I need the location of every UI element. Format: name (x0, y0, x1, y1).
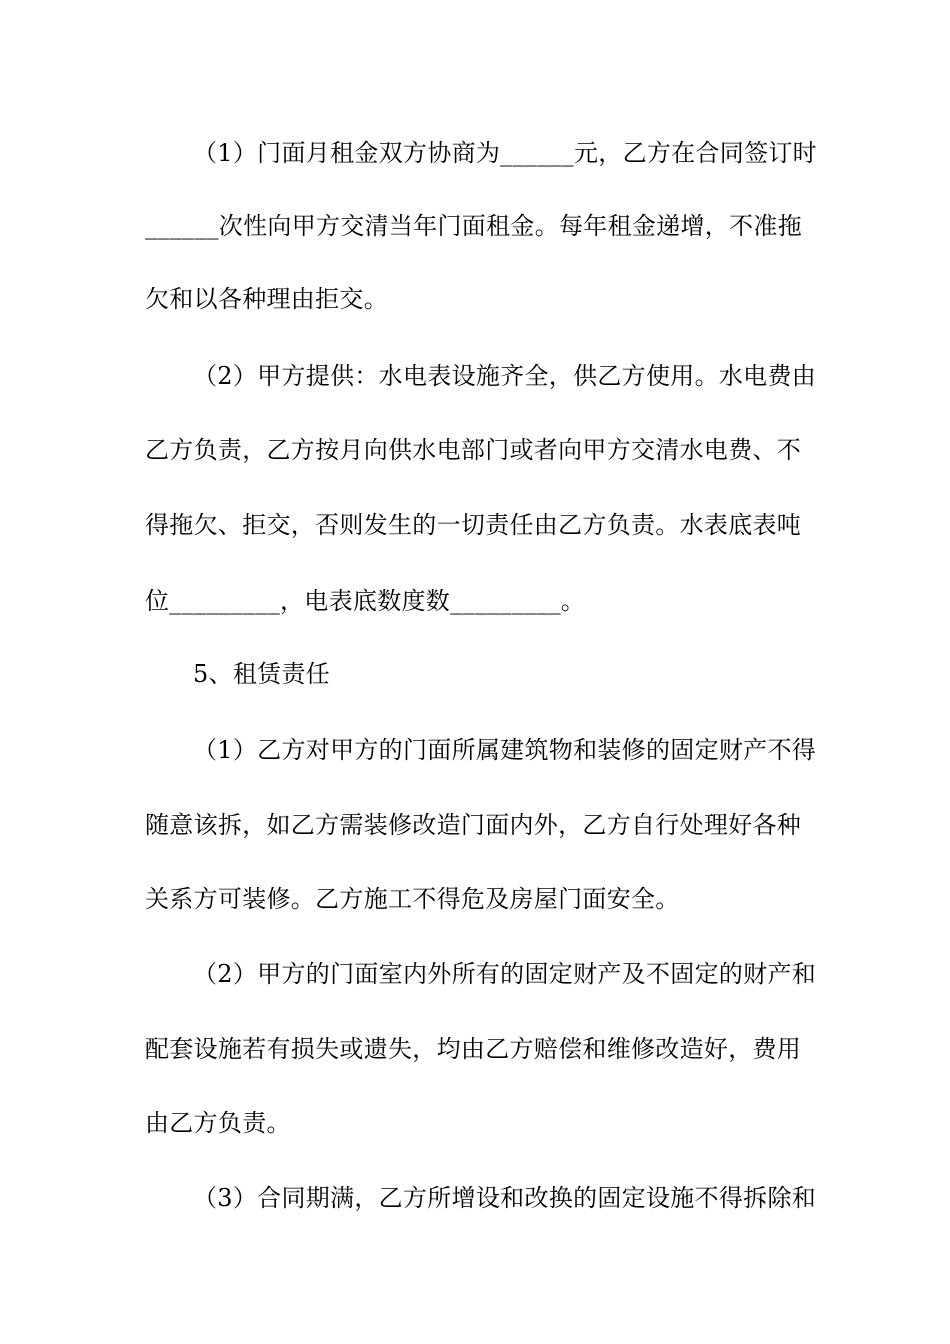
text-line: 欠和以各种理由拒交。 (145, 285, 388, 313)
section-heading: 5、租赁责任 (193, 660, 331, 688)
text-line: ______次性向甲方交清当年门面租金。每年租金递增，不准拖 (145, 212, 802, 240)
text-line: 配套设施若有损失或遗失，均由乙方赔偿和维修改造好，费用 (145, 1035, 802, 1063)
text-line: （1）门面月租金双方协商为______元，乙方在合同签订时 (193, 139, 817, 167)
text-line: （1）乙方对甲方的门面所属建筑物和装修的固定财产不得 (193, 736, 817, 764)
text-line: （3）合同期满，乙方所增设和改换的固定设施不得拆除和 (193, 1184, 817, 1212)
text-line: 随意该拆，如乙方需装修改造门面内外，乙方自行处理好各种 (145, 811, 802, 839)
text-line: 得拖欠、拒交，否则发生的一切责任由乙方负责。水表底表吨 (145, 511, 802, 539)
text-line: （2）甲方的门面室内外所有的固定财产及不固定的财产和 (193, 960, 817, 988)
text-line: （2）甲方提供：水电表设施齐全，供乙方使用。水电费由 (193, 362, 817, 390)
text-line: 关系方可装修。乙方施工不得危及房屋门面安全。 (145, 885, 680, 913)
text-line: 位_________，电表底数度数_________。 (145, 587, 586, 615)
text-line: 由乙方负责。 (145, 1109, 291, 1137)
text-line: 乙方负责，乙方按月向供水电部门或者向甲方交清水电费、不 (145, 436, 802, 464)
